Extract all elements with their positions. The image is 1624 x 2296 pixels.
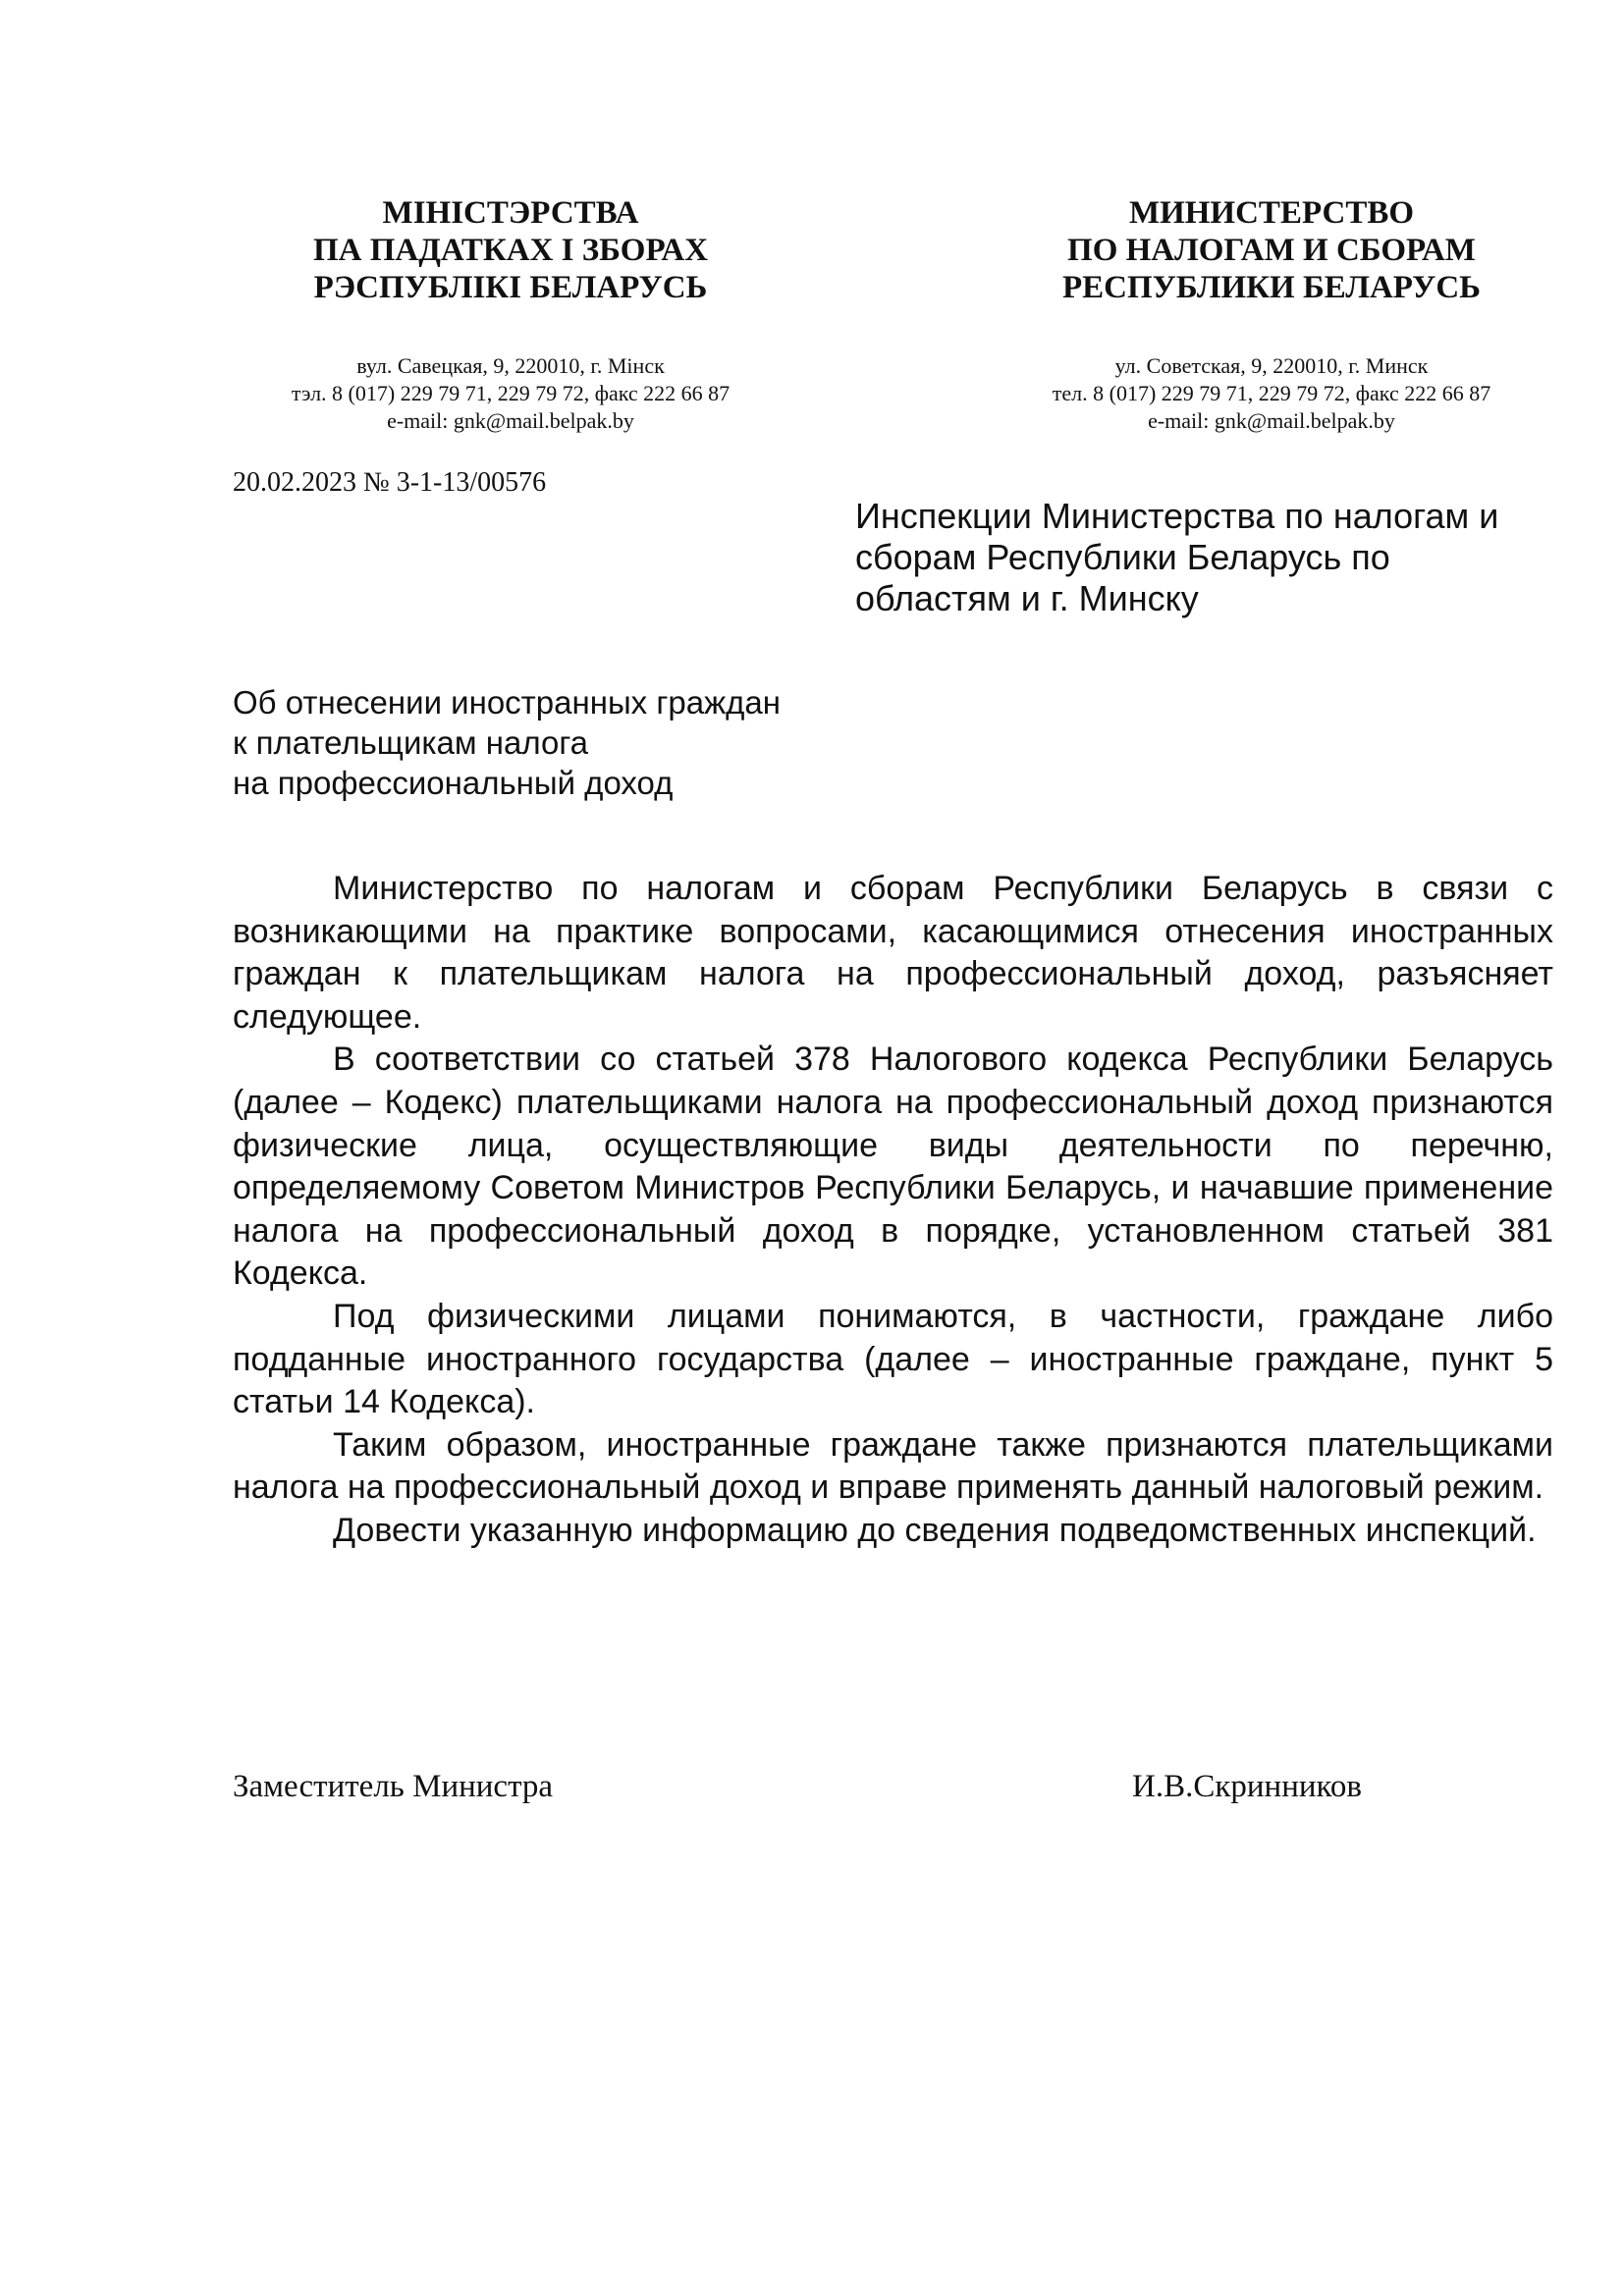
email-line: e-mail: gnk@mail.belpak.by <box>1148 408 1395 433</box>
contact-block <box>196 352 825 435</box>
registration-number: 20.02.2023 № 3-1-13/00576 <box>233 467 547 498</box>
org-name-line: РЕСПУБЛИКИ БЕЛАРУСЬ <box>1061 270 1481 305</box>
signatory-position: Заместитель Министра <box>233 1769 554 1804</box>
body-paragraph: В соответствии со статьей 378 Налогового кодекса Республики Беларусь (далее – Кодекс) плательщиками налога на профессиональный доход признаются физические лица, осуществляющие виды деятельности по перечню, определяемому Советом Министров Республики Беларусь, и начавшие применение налога на профессиональный доход в порядке, установленном статьей 381 Кодекса. <box>233 1041 1553 1293</box>
body-paragraph: Довести указанную информацию до сведения подведомственных инспекций. <box>333 1511 1537 1549</box>
recipient-block <box>855 496 1562 619</box>
letterhead-belarusian <box>196 194 825 435</box>
letterhead-russian <box>957 194 1586 435</box>
body-paragraph: Министерство по налогам и сборам Республики Беларусь в связи с возникающими на практике вопросами, касающимися отнесения иностранных граждан к плательщикам налога на профессиональный доход, разъясняет следующее. <box>233 870 1553 1036</box>
recipient-line: областям и г. Минску <box>855 578 1199 618</box>
email-line: e-mail: gnk@mail.belpak.by <box>387 408 634 433</box>
address-line: вул. Савецкая, 9, 220010, г. Мінск <box>356 353 665 378</box>
org-name-line: МИНИСТЕРСТВО <box>1128 195 1415 231</box>
phone-line: тел. 8 (017) 229 79 71, 229 79 72, факс 222 66 87 <box>1052 381 1491 405</box>
org-name-line: РЭСПУБЛІКІ БЕЛАРУСЬ <box>313 270 708 305</box>
subject-block <box>233 682 781 803</box>
signatory-name: И.В.Скринников <box>1132 1769 1362 1804</box>
recipient-line: Инспекции Министерства по налогам и <box>855 496 1499 536</box>
org-name-line: МІНІСТЭРСТВА <box>382 195 639 231</box>
subject-line: к плательщикам налога <box>233 724 588 761</box>
subject-line: Об отнесении иностранных граждан <box>233 684 781 721</box>
org-name-line: ПА ПАДАТКАХ І ЗБОРАХ <box>312 233 709 268</box>
subject-line: на профессиональный доход <box>233 765 674 801</box>
address-line: ул. Советская, 9, 220010, г. Минск <box>1114 353 1429 378</box>
org-name-line: ПО НАЛОГАМ И СБОРАМ <box>1067 233 1476 268</box>
letter-body <box>233 868 1553 1553</box>
body-paragraph: Таким образом, иностранные граждане также признаются плательщиками налога на профессиональный доход и вправе применять данный налоговый режим. <box>233 1425 1553 1507</box>
recipient-line: сборам Республики Беларусь по <box>855 537 1390 577</box>
contact-block <box>957 352 1586 435</box>
body-paragraph: Под физическими лицами понимаются, в частности, граждане либо подданные иностранного государства (далее – иностранные граждане, пункт 5 статьи 14 Кодекса). <box>233 1297 1553 1421</box>
phone-line: тэл. 8 (017) 229 79 71, 229 79 72, факс 222 66 87 <box>291 381 731 405</box>
